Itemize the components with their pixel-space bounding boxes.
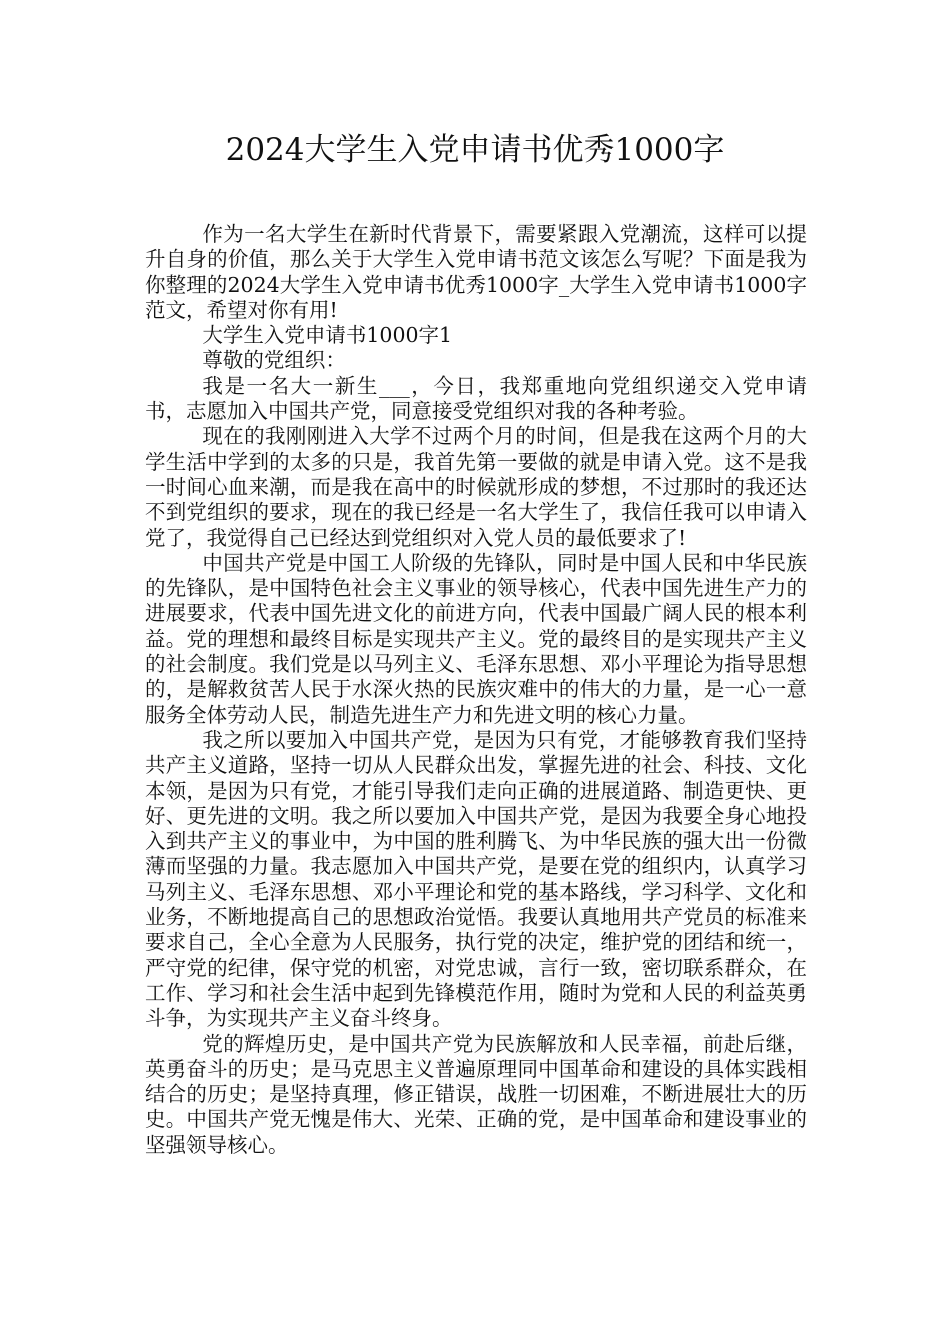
document-title: 2024大学生入党申请书优秀1000字 [225, 132, 725, 168]
paragraph-salutation: 尊敬的党组织： [202, 348, 346, 373]
paragraph-history: 党的辉煌历史，是中国共产党为民族解放和人民幸福，前赴后继，英勇奋斗的历史；是马克思主义普遍原理同中国革命和建设的具体实践相结合的历史；是坚持真理，修正错误，战胜一切困难，不断进展壮大的历史。中国共产党无愧是伟大、光荣、正确的党，是中国革命和建设事业的坚强领导核心。 [145, 1031, 807, 1157]
document-body [145, 222, 807, 1158]
paragraph-declaration: 我是一名大一新生___，今日，我郑重地向党组织递交入党申请书，志愿加入中国共产党，同意接受党组织对我的各种考验。 [145, 373, 807, 424]
paragraph-intro: 作为一名大学生在新时代背景下，需要紧跟入党潮流，这样可以提升自身的价值，那么关于大学生入党申请书范文该怎么写呢？下面是我为你整理的2024大学生入党申请书优秀1000字_大学生入党申请书1000字范文，希望对你有用! [145, 222, 807, 322]
paragraph-reasons: 我之所以要加入中国共产党，是因为只有党，才能够教育我们坚持共产主义道路，坚持一切从人民群众出发，掌握先进的社会、科技、文化本领，是因为只有党，才能引导我们走向正确的进展道路、制造更快、更好、更先进的文明。我之所以要加入中国共产党，是因为我要全身心地投入到共产主义的事业中，为中国的胜利腾飞、为中华民族的强大出一份微薄而坚强的力量。我志愿加入中国共产党，是要在党的组织内，认真学习马列主义、毛泽东思想、邓小平理论和党的基本路线，学习科学、文化和业务，不断地提高自己的思想政治觉悟。我要认真地用共产党员的标准来要求自己，全心全意为人民服务，执行党的决定，维护党的团结和统一，严守党的纪律，保守党的机密，对党忠诚，言行一致，密切联系群众，在工作、学习和社会生活中起到先锋模范作用，随时为党和人民的利益英勇斗争，为实现共产主义奋斗终身。 [145, 727, 807, 1031]
paragraph-subtitle: 大学生入党申请书1000字1 [202, 323, 453, 348]
paragraph-motivation: 现在的我刚刚进入大学不过两个月的时间，但是我在这两个月的大学生活中学到的太多的只是，我首先第一要做的就是申请入党。这不是我一时间心血来潮，而是我在高中的时候就形成的梦想，不过那时的我还达不到党组织的要求，现在的我已经是一名大学生了，我信任我可以申请入党了，我觉得自己已经达到党组织对入党人员的最低要求了! [145, 424, 807, 550]
paragraph-party-nature: 中国共产党是中国工人阶级的先锋队，同时是中国人民和中华民族的先锋队，是中国特色社会主义事业的领导核心，代表中国先进生产力的进展要求，代表中国先进文化的前进方向，代表中国最广阔人民的根本利益。党的理想和最终目标是实现共产主义。党的最终目的是实现共产主义的社会制度。我们党是以马列主义、毛泽东思想、邓小平理论为指导思想的，是解救贫苦人民于水深火热的民族灾难中的伟大的力量，是一心一意服务全体劳动人民，制造先进生产力和先进文明的核心力量。 [145, 550, 807, 727]
